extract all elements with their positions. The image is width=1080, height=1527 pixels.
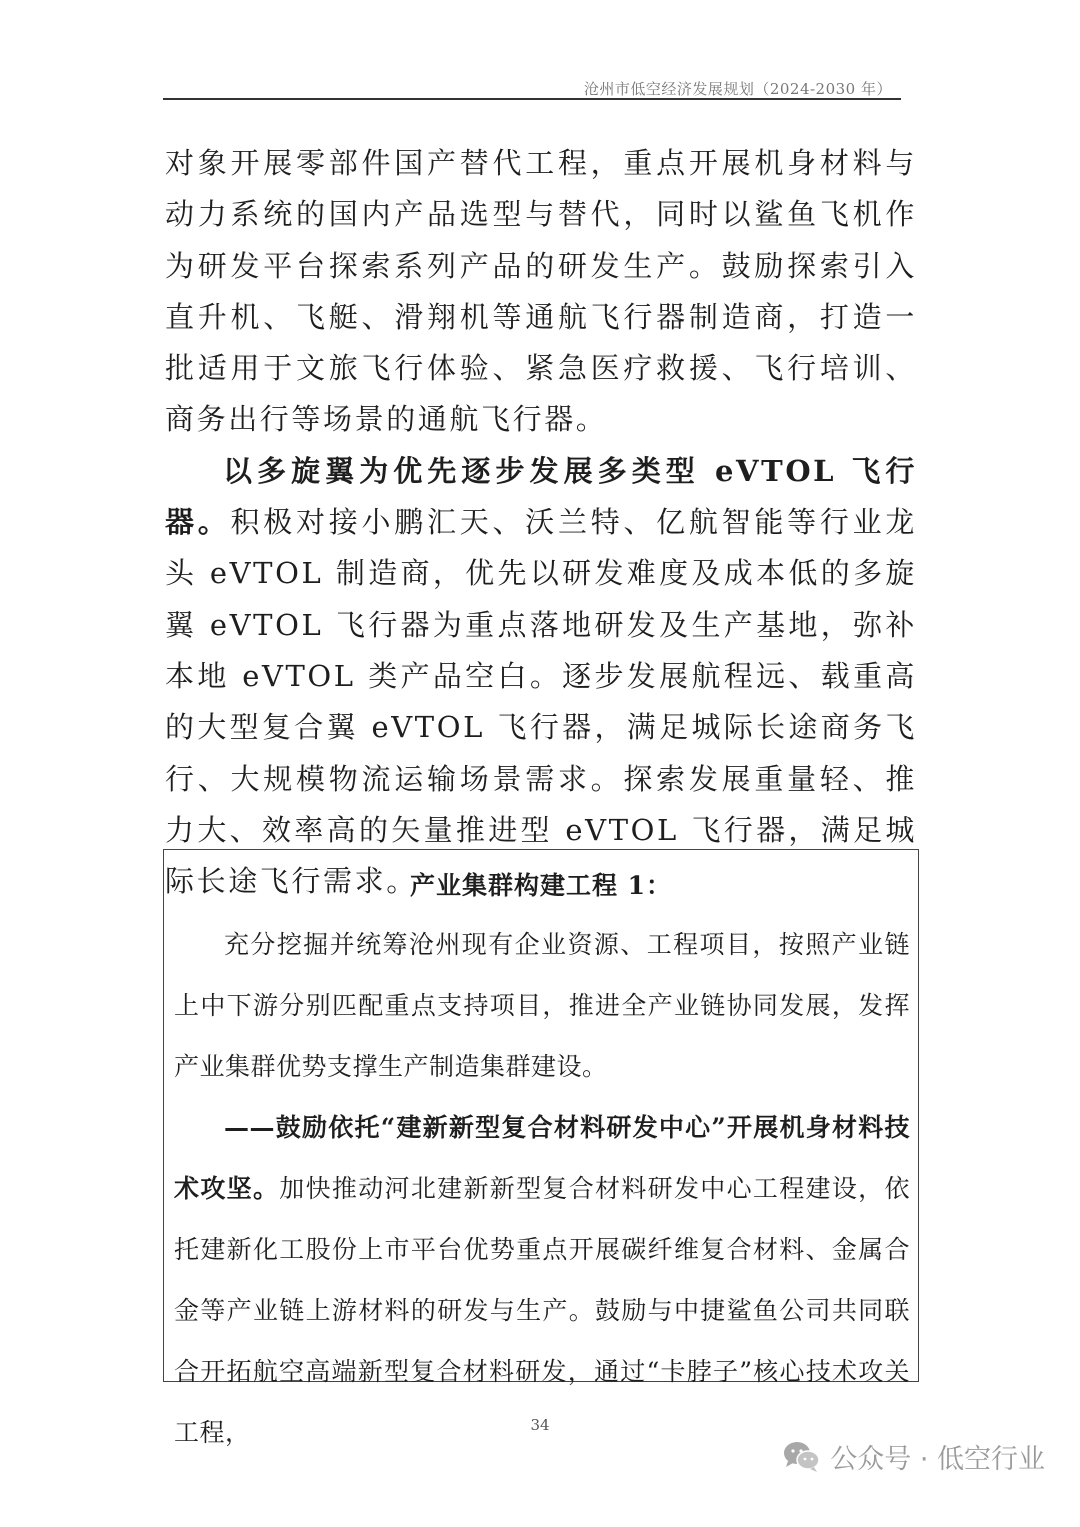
header-title: 沧州市低空经济发展规划（2024-2030 年） <box>583 80 892 98</box>
page-number: 34 <box>530 1416 550 1434</box>
box-paragraph-1: 充分挖掘并统筹沧州现有企业资源、工程项目，按照产业链上中下游分别匹配重点支持项目，推进全产业链协同发展，发挥产业集群优势支撑生产制造集群建设。 <box>174 930 910 1081</box>
body-paragraph-2-text: 积极对接小鹏汇天、沃兰特、亿航智能等行业龙头 eVTOL 制造商，优先以研发难度及成本低的多旋翼 eVTOL 飞行器为重点落地研发及生产基地，弥补本地 eVTOL 类产品空白。逐步发展航程远、载重高的大型复合翼 eVTOL 飞行器，满足城际长途商务飞行、大规模物流运输场景需求。探索发展重量轻、推力大、效率高的矢量推进型 eVTOL 飞行器，满足城际长途飞行需求。 <box>165 505 917 899</box>
wechat-icon <box>782 1440 822 1474</box>
body-paragraph-1: 对象开展零部件国产替代工程，重点开展机身材料与动力系统的国内产品选型与替代，同时以鲨鱼飞机作为研发平台探索系列产品的研发生产。鼓励探索引入直升机、飞艇、滑翔机等通航飞行器制造商，打造一批适用于文旅飞行体验、紧急医疗救援、飞行培训、商务出行等场景的通航飞行器。 <box>165 146 917 437</box>
box-text <box>174 914 910 1463</box>
box-paragraph-2-text: 加快推动河北建新新型复合材料研发中心工程建设，依托建新化工股份上市平台优势重点开展碳纤维复合材料、金属合金等产业链上游材料的研发与生产。鼓励与中捷鲨鱼公司共同联合开拓航空高端新型复合材料研发，通过“卡脖子”核心技术攻关工程， <box>174 1174 910 1447</box>
body-text <box>165 138 917 907</box>
body-paragraph-2-heading: 以多旋翼为优先逐步发展多类型 eVTOL 飞行器。 <box>165 453 917 540</box>
body-paragraph-2 <box>165 446 917 908</box>
box-paragraph-2-heading: ——鼓励依托“建新新型复合材料研发中心”开展机身材料技术攻坚。 <box>174 1113 910 1203</box>
box-title: 产业集群构建工程 1： <box>409 871 673 900</box>
watermark-text: 公众号 · 低空行业 <box>830 1444 1045 1475</box>
box-paragraph-2 <box>174 1097 910 1463</box>
header-rule <box>163 98 901 100</box>
watermark <box>782 1437 1045 1476</box>
